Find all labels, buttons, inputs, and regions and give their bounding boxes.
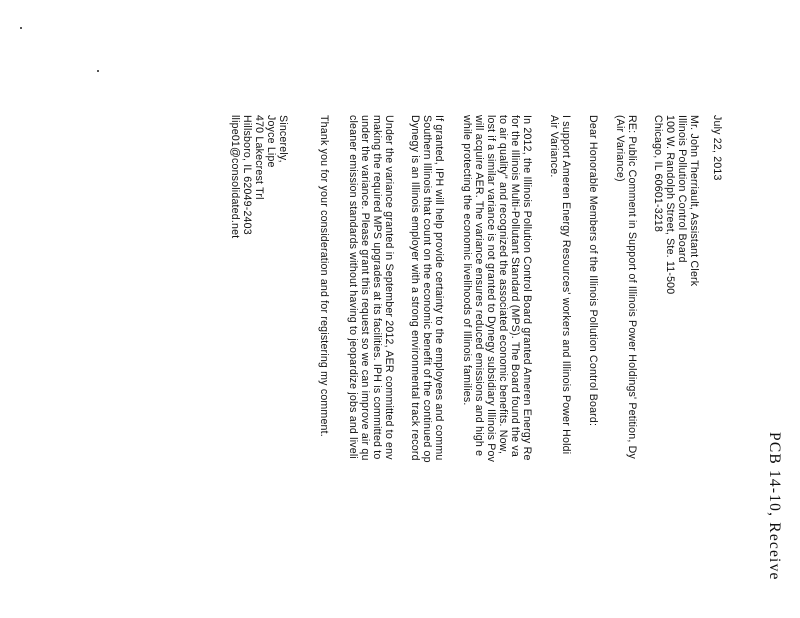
signer-email: llipe01@consolidated.net bbox=[229, 115, 241, 239]
recipient-name: Mr. John Therriault, Assistant Clerk bbox=[688, 115, 700, 287]
letter-date: July 22, 2013 bbox=[711, 115, 723, 181]
signer-city: Hillsboro, IL 62049-2403 bbox=[241, 115, 253, 235]
recipient-org: Illinois Pollution Control Board bbox=[676, 115, 688, 263]
para1-line: Air Variance. bbox=[548, 115, 560, 178]
para4-line: Under the variance granted in September 2012, AER committed to env bbox=[383, 115, 395, 460]
scan-speck bbox=[20, 27, 22, 29]
received-stamp: PCB 14-10, Receive bbox=[766, 432, 783, 581]
para1-line: I support Ameren Energy Resources' workers and Illinois Power Holdi bbox=[560, 115, 572, 455]
para3-line: Dynegy is an Illinois employer with a strong environmental track record bbox=[409, 115, 421, 461]
para3-line: If granted, IPH will help provide certainty to the employees and commu bbox=[433, 115, 445, 461]
re-line-2: (Air Variance) bbox=[614, 115, 626, 182]
para4-line: cleaner emission standards without having to jeopardize jobs and liveli bbox=[347, 115, 359, 459]
closing-line: Thank you for your consideration and for registering my comment. bbox=[318, 115, 330, 437]
para2-line: to air quality" and recognized the associated economic benefits. Now, bbox=[497, 115, 509, 455]
re-line-1: RE: Public Comment in Support of Illinois Power Holdings' Petition, Dy bbox=[626, 115, 638, 459]
para4-line: making the required MPS upgrades at its facilities. IPH is committed to bbox=[371, 115, 383, 460]
valediction: Sincerely, bbox=[277, 115, 289, 163]
para2-line: will acquire AER. The variance ensures reduced emissions and high e bbox=[473, 115, 485, 457]
para2-line: lost if a similar variance is not granted to Dynegy subsidiary Illinois Pov bbox=[485, 115, 497, 463]
para3-line: Southern Illinois that count on the economic benefit of the continued op bbox=[421, 115, 433, 463]
signer-street: 470 Lakecrest Trl bbox=[253, 115, 265, 200]
para2-line: for the Illinois Multi-Pollutant Standard (MPS). The Board found the va bbox=[509, 115, 521, 457]
signer-name: Joyce Lipe bbox=[265, 115, 277, 168]
para4-line: under the variance. Please grant this request so we can improve air qu bbox=[359, 115, 371, 461]
para2-line: In 2012, the Illinois Pollution Control Board granted Ameren Energy Re bbox=[521, 115, 533, 461]
recipient-street: 100 W. Randolph Street, Ste. 11-500 bbox=[664, 115, 676, 295]
salutation: Dear Honorable Members of the Illinois Pollution Control Board: bbox=[587, 115, 599, 427]
para2-line: while protecting the economic livelihoods of Illinois families. bbox=[461, 115, 473, 406]
scan-speck bbox=[97, 70, 99, 72]
recipient-city: Chicago, IL 60601-3218 bbox=[652, 115, 664, 233]
